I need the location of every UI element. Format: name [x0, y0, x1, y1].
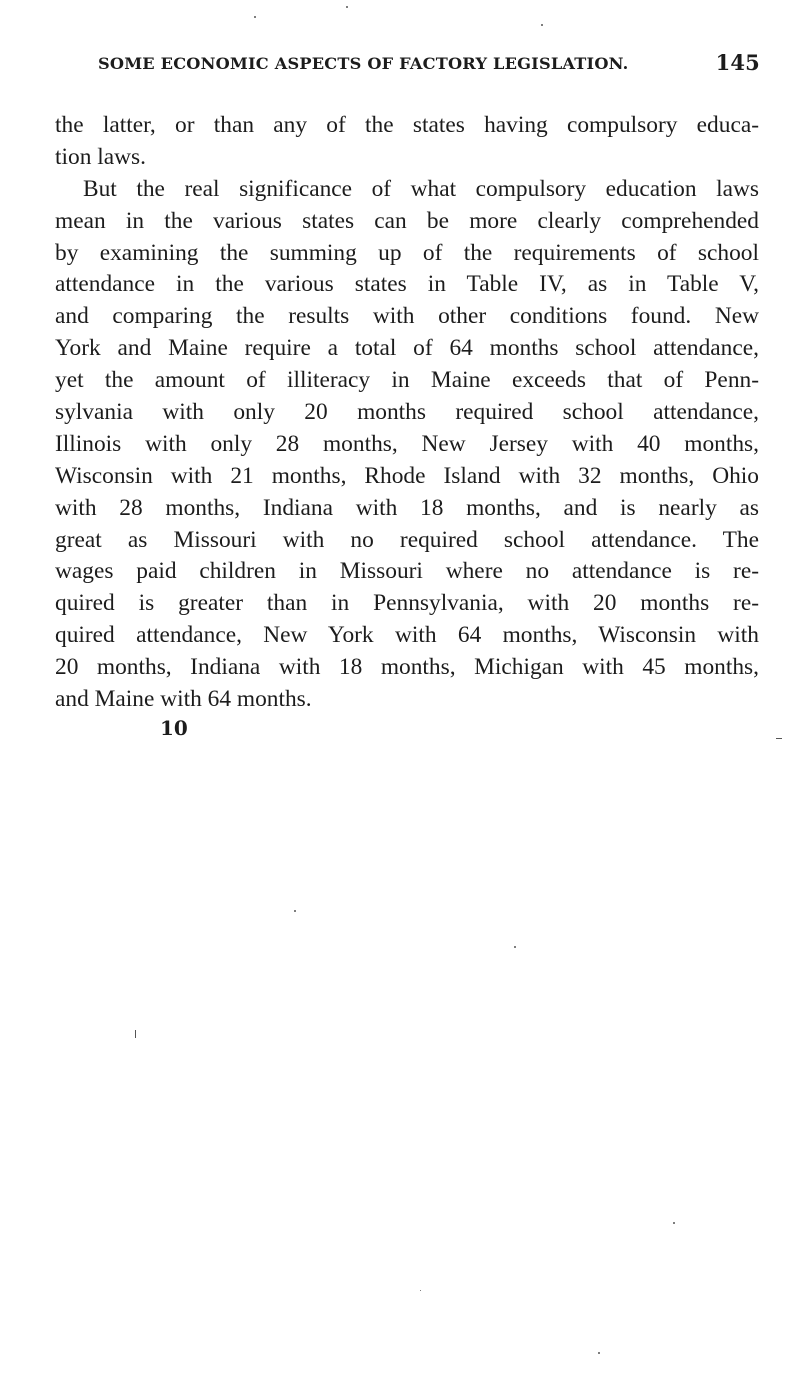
scan-speck — [135, 1030, 136, 1038]
text-line: with 28 months, Indiana with 18 months, and is nearly as — [55, 494, 759, 521]
scan-speck — [673, 1222, 675, 1224]
text-line: quired is greater than in Pennsylvania, with 20 months re- — [55, 590, 759, 617]
text-line: quired attendance, New York with 64 months, Wisconsin with — [55, 622, 759, 649]
running-head — [98, 50, 762, 78]
text-line: great as Missouri with no required school attendance. The — [55, 526, 759, 553]
paragraph-1 — [55, 110, 759, 174]
text-line: yet the amount of illiteracy in Maine exceeds that of Penn- — [55, 367, 759, 394]
scan-speck — [420, 1290, 421, 1291]
scan-speck — [598, 1352, 600, 1354]
text-line: sylvania with only 20 months required school attendance, — [55, 399, 759, 426]
scan-speck — [514, 946, 516, 948]
scan-speck — [541, 24, 543, 26]
text-line: mean in the various states can be more clearly comprehended — [55, 207, 759, 234]
text-line: Wisconsin with 21 months, Rhode Island with 32 months, Ohio — [55, 462, 759, 489]
scan-speck — [254, 16, 256, 18]
scan-speck — [294, 910, 296, 912]
scan-speck — [346, 6, 348, 8]
scan-speck — [776, 738, 782, 739]
text-line: tion laws. — [55, 143, 146, 170]
page-number: 145 — [715, 50, 760, 75]
text-line: by examining the summing up of the requirements of school — [55, 239, 759, 266]
text-line: and Maine with 64 months. — [55, 686, 312, 713]
text-line: the latter, or than any of the states having compulsory educa- — [55, 112, 759, 138]
text-line: York and Maine require a total of 64 months school attendance, — [55, 335, 759, 362]
text-line: attendance in the various states in Table IV, as in Table V, — [55, 271, 759, 298]
text-line: But the real significance of what compulsory education laws — [83, 175, 759, 202]
signature-mark: 10 — [160, 716, 188, 740]
body-text — [55, 110, 759, 716]
text-line: and comparing the results with other conditions found. New — [55, 303, 759, 330]
text-line: wages paid children in Missouri where no attendance is re- — [55, 558, 759, 585]
text-line: Illinois with only 28 months, New Jersey with 40 months, — [55, 430, 759, 457]
running-title: SOME ECONOMIC ASPECTS OF FACTORY LEGISLATION. — [98, 54, 629, 73]
paragraph-2 — [55, 174, 759, 716]
text-line: 20 months, Indiana with 18 months, Michigan with 45 months, — [55, 654, 759, 681]
